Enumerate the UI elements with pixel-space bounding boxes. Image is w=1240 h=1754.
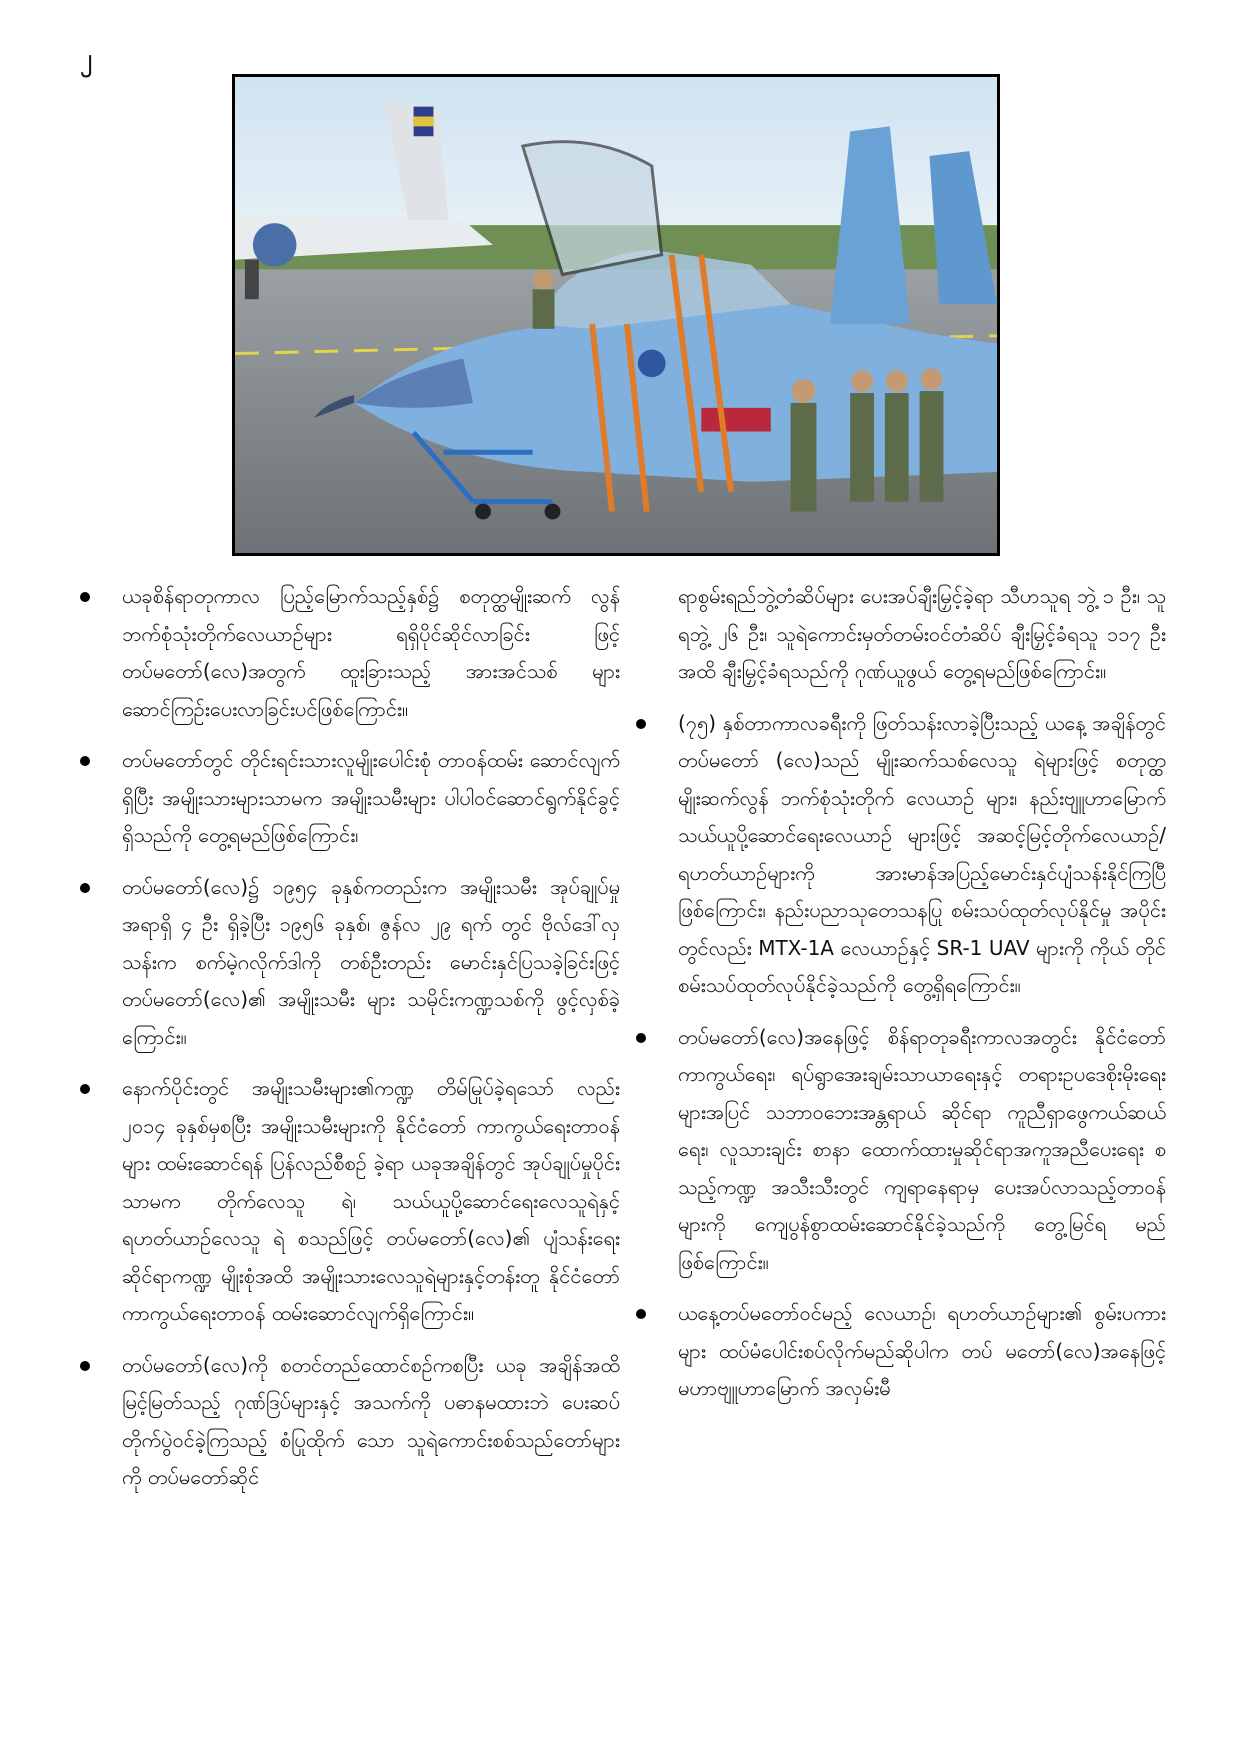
right-column xyxy=(636,578,1166,1422)
bullet-text: ယနေ့တပ်မတော်ဝင်မည့် လေယာဉ်၊ ရဟတ်ယာဉ်များ၏ စွမ်းပကားများ ထပ်မံပေါင်းစပ်လိုက်မည်ဆိုပါက တပ် မတော်(လေ)အနေဖြင့် မဟာဗျူဟာမြောက် အလှမ်းမီ xyxy=(678,1301,1166,1400)
bullet-item xyxy=(80,869,620,1057)
bullet-text: (၇၅) နှစ်တာကာလခရီးကို ဖြတ်သန်းလာခဲ့ပြီးသည့် ယနေ့ အချိန်တွင် တပ်မတော် (လေ)သည် မျိုးဆက်သစ်လေသူ ရဲများဖြင့် စတုတ္ထမျိုးဆက်လွန် ဘက်စုံသုံးတိုက် လေယာဉ် များ၊ နည်းဗျူဟာမြောက် သယ်ယူပို့ဆောင်ရေးလေယာဉ် များဖြင့် အဆင့်မြင့်တိုက်လေယာဉ်/ရဟတ်ယာဉ်များကို အားမာန်အပြည့်မောင်းနှင်ပျံသန်းနိုင်ကြပြီ ဖြစ်ကြောင်း၊ နည်းပညာသုတေသနပြု စမ်းသပ်ထုတ်လုပ်နိုင်မှု အပိုင်း တွင်လည်း MTX-1A လေယာဉ်နှင့် SR-1 UAV များကို ကိုယ် တိုင်စမ်းသပ်ထုတ်လုပ်နိုင်ခဲ့သည်ကို တွေ့ရှိရကြောင်း။ xyxy=(678,710,1166,997)
bullet-item xyxy=(80,1070,620,1333)
fighter-jet-photo xyxy=(232,74,1000,556)
bullet-icon xyxy=(80,1361,90,1371)
bullet-text: တပ်မတော်(လေ)အနေဖြင့် စိန်ရာတုခရီးကာလအတွင်း နိုင်ငံတော်ကာကွယ်ရေး၊ ရပ်ရွာအေးချမ်းသာယာရေးနှင့် တရားဥပဒေစိုးမိုးရေးများအပြင် သဘာဝဘေးအန္တရာယ် ဆိုင်ရာ ကူညီရှာဖွေကယ်ဆယ်ရေး၊ လူသားချင်း စာနာ ထောက်ထားမှုဆိုင်ရာအကူအညီပေးရေး စသည့်ကဏ္ဍ အသီးသီးတွင် ကျရာနေရာမှ ပေးအပ်လာသည့်တာဝန် များကို ကျေပွန်စွာထမ်းဆောင်နိုင်ခဲ့သည်ကို တွေ့မြင်ရ မည်ဖြစ်ကြောင်း။ xyxy=(678,1024,1166,1274)
continued-text: ရာစွမ်းရည်ဘွဲ့တံဆိပ်များ ပေးအပ်ချီးမြှင့်ခဲ့ရာ သီဟသူရ ဘွဲ့ ၁ ဦး၊ သူရဘွဲ့ ၂၆ ဦး၊ သူရဲကောင်းမှတ်တမ်းဝင်တံဆိပ် ချီးမြှင့်ခံရသူ ၁၁၇ ဦးအထိ ချီးမြှင့်ခံရသည်ကို ဂုဏ်ယူဖွယ် တွေ့ရမည်ဖြစ်ကြောင်း။ xyxy=(678,584,1166,683)
bullet-text: တပ်မတော်(လေ)၌ ၁၉၅၄ ခုနှစ်ကတည်းက အမျိုးသမီး အုပ်ချုပ်မှုအရာရှိ ၄ ဦး ရှိခဲ့ပြီး ၁၉၅၆ ခုနှစ်၊ ဇွန်လ ၂၉ ရက် တွင် ဗိုလ်ဒေါ်လှသန်းက စက်မဲ့ဂလိုက်ဒါကို တစ်ဦးတည်း မောင်းနှင်ပြသခဲ့ခြင်းဖြင့် တပ်မတော်(လေ)၏ အမျိုးသမီး များ သမိုင်းကဏ္ဍသစ်ကို ဖွင့်လှစ်ခဲ့ကြောင်း။ xyxy=(122,874,620,1049)
bullet-item xyxy=(636,1295,1166,1408)
bullet-icon xyxy=(80,1084,90,1094)
bullet-text: ယခုစိန်ရာတုကာလ ပြည့်မြောက်သည့်နှစ်၌ စတုတ္ထမျိုးဆက် လွန် ဘက်စုံသုံးတိုက်လေယာဉ်များ ရရှိပိုင်ဆိုင်လာခြင်း ဖြင့် တပ်မတော်(လေ)အတွက် ထူးခြားသည့် အားအင်သစ် များ ဆောင်ကြဉ်းပေးလာခြင်းပင်ဖြစ်ကြောင်း။ xyxy=(122,584,620,721)
bullet-text: နောက်ပိုင်းတွင် အမျိုးသမီးများ၏ကဏ္ဍ တိမ်မြုပ်ခဲ့ရသော် လည်း ၂၀၁၄ ခုနှစ်မှစပြီး အမျိုးသမီးများကို နိုင်ငံတော် ကာကွယ်ရေးတာဝန်များ ထမ်းဆောင်ရန် ပြန်လည်စီစဉ် ခဲ့ရာ ယခုအချိန်တွင် အုပ်ချုပ်မှုပိုင်းသာမက တိုက်လေသူ ရဲ၊ သယ်ယူပို့ဆောင်ရေးလေသူရဲနှင့် ရဟတ်ယာဉ်လေသူ ရဲ စသည်ဖြင့် တပ်မတော်(လေ)၏ ပျံသန်းရေးဆိုင်ရာကဏ္ဍ မျိုးစုံအထိ အမျိုးသားလေသူရဲများနှင့်တန်းတူ နိုင်ငံတော် ကာကွယ်ရေးတာဝန် ထမ်းဆောင်လျက်ရှိကြောင်း။ xyxy=(122,1076,620,1325)
bullet-item xyxy=(80,742,620,855)
left-column xyxy=(80,578,620,1511)
bullet-text: တပ်မတော်(လေ)ကို စတင်တည်ထောင်စဉ်ကစပြီး ယခု အချိန်အထိ မြင့်မြတ်သည့် ဂုဏ်ဒြပ်များနှင့် အသက်ကို ပဓာနမထားဘဲ ပေးဆပ်တိုက်ပွဲဝင်ခဲ့ကြသည့် စံပြုထိုက် သော သူရဲကောင်းစစ်သည်တော်များကို တပ်မတော်ဆိုင် xyxy=(122,1352,620,1489)
bullet-icon xyxy=(80,883,90,893)
continued-paragraph xyxy=(636,578,1166,691)
bullet-icon xyxy=(636,1033,646,1043)
bullet-item xyxy=(636,1019,1166,1282)
photo-illustration xyxy=(235,77,997,553)
bullet-icon xyxy=(636,719,646,729)
bullet-icon xyxy=(80,756,90,766)
bullet-icon xyxy=(636,1309,646,1319)
bullet-item xyxy=(80,1347,620,1497)
bullet-item xyxy=(636,705,1166,1005)
bullet-icon xyxy=(80,592,90,602)
page-number: ၂ xyxy=(80,44,92,72)
bullet-item xyxy=(80,578,620,728)
bullet-text: တပ်မတော်တွင် တိုင်းရင်းသားလူမျိုးပေါင်းစုံ တာဝန်ထမ်း ဆောင်လျက်ရှိပြီး အမျိုးသားများသာမက အမျိုးသမီးများ ပါပါဝင်ဆောင်ရွက်နိုင်ခွင့်ရှိသည်ကို တွေ့ရမည်ဖြစ်ကြောင်း၊ xyxy=(122,748,620,847)
